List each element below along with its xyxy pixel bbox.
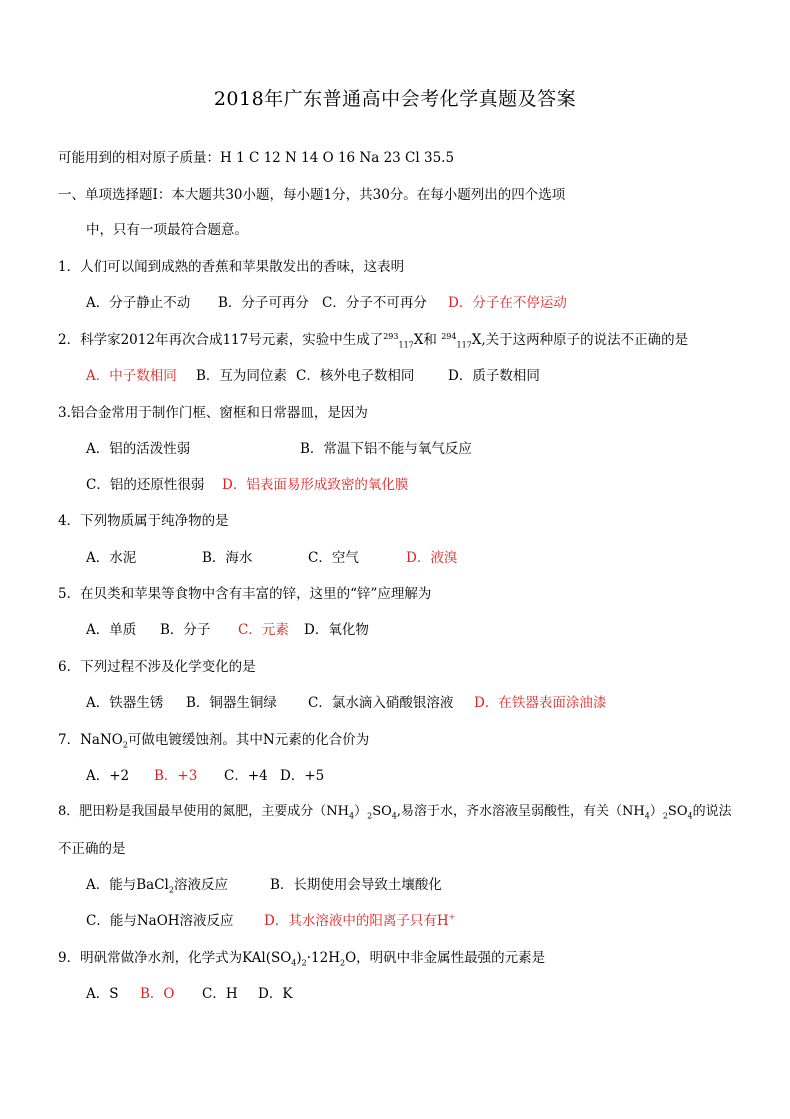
q5-option-d: D．氧化物 — [304, 622, 369, 638]
q2-option-d: D．质子数相同 — [448, 368, 540, 384]
question-7-stem — [58, 731, 369, 749]
q3-option-a: A．铝的活泼性弱 — [86, 441, 191, 457]
q6-option-b: B．铜器生铜绿 — [186, 695, 277, 711]
question-9-stem — [58, 949, 545, 967]
q8-stem-sub: 2 — [367, 811, 373, 821]
q9-stem-part-c: ·12H — [306, 950, 340, 966]
q8-stem-part: ） — [649, 804, 663, 819]
question-3-stem: 3.铝合金常用于制作门框、窗框和日常器皿，是因为 — [58, 405, 368, 421]
q5-option-a: A．单质 — [86, 622, 137, 638]
q7-option-c: C．+4 — [224, 768, 268, 784]
q9-option-b-answer: B．O — [140, 986, 175, 1002]
question-8-stem — [58, 803, 732, 821]
q6-option-d-answer: D．在铁器表面涂油漆 — [474, 695, 607, 711]
q7-option-a: A．+2 — [86, 768, 130, 784]
q4-option-a: A．水泥 — [86, 550, 137, 566]
q4-option-d-answer: D．液溴 — [406, 550, 458, 566]
question-1-stem: 1．人们可以闻到成熟的香蕉和苹果散发出的香味，这表明 — [58, 259, 405, 275]
q2-nuclide1-number: 117 — [398, 340, 414, 350]
q9-stem-part-d: O，明矾中非金属性最强的元素是 — [345, 950, 546, 966]
q1-option-c: C．分子不可再分 — [322, 295, 427, 311]
q7-stem-part-a: 7．NaNO — [58, 732, 123, 748]
q9-stem-part-a: 9．明矾常做净水剂，化学式为KAl(SO — [58, 950, 292, 966]
q8-stem-sub: 4 — [348, 811, 355, 821]
page-title: 2018年广东普通高中会考化学真题及答案 — [213, 88, 577, 110]
q4-option-b: B．海水 — [202, 550, 253, 566]
q2-stem-part-b: 关于这两种原子的说法不正确的是 — [485, 332, 689, 348]
q8-stem-part: ,易溶于水，齐水溶液呈弱酸性，有关（NH — [396, 804, 645, 819]
question-2-stem — [58, 331, 688, 349]
q1-option-b: B．分子可再分 — [218, 295, 309, 311]
q7-stem-part-b: 可做电镀缓蚀剂。其中N元素的化合价为 — [127, 732, 370, 748]
q9-stem-sub3: 2 — [340, 958, 346, 968]
q7-stem-subscript: 2 — [122, 740, 128, 750]
q8-stem-sub: 4 — [644, 811, 650, 821]
q8-option-c: C．能与NaOH溶液反应 — [86, 913, 234, 929]
q8-stem-part: SO — [667, 804, 688, 819]
q1-option-a: A．分子静止不动 — [86, 295, 191, 311]
q8-option-d-text: D．其水溶液中的阳离子只有H — [264, 913, 449, 929]
q2-option-a-answer: A．中子数相同 — [86, 368, 177, 384]
q8-stem-part: 的说法 — [692, 804, 732, 819]
q2-stem-part-a: 2．科学家2012年再次合成117号元素，实验中生成了 — [58, 332, 384, 348]
q5-option-b: B．分子 — [160, 622, 211, 638]
q2-option-b: B．互为同位素 — [196, 368, 287, 384]
q2-nuclide2-number: 117 — [456, 340, 472, 350]
q8-option-a-part: A．能与BaCl — [86, 877, 169, 893]
question-5-stem: 5．在贝类和苹果等食物中含有丰富的锌，这里的“锌”应理解为 — [58, 586, 432, 602]
question-6-stem: 6．下列过程不涉及化学变化的是 — [58, 659, 256, 675]
q2-nuclide2-mass: 294 — [441, 332, 457, 341]
q8-option-a — [86, 876, 228, 894]
q8-option-a-tail: 溶液反应 — [173, 877, 228, 893]
section-instructions-line1: 一、单项选择题Ⅰ：本大题共30小题，每小题1分，共30分。在每小题列出的四个选项 — [58, 187, 566, 203]
q2-option-c: C．核外电子数相同 — [296, 368, 415, 384]
q8-option-a-sub: 2 — [168, 885, 174, 895]
q8-stem-sub: 2 — [662, 811, 668, 821]
section-instructions-line2: 中，只有一项最符合题意。 — [86, 222, 248, 238]
q8-option-b: B．长期使用会导致土壤酸化 — [270, 877, 442, 893]
q9-option-c: C．H — [202, 986, 238, 1002]
q8-option-d-sup: + — [448, 912, 456, 922]
q8-stem-sub: 4 — [687, 811, 693, 821]
q8-stem-part: SO — [372, 804, 392, 819]
q8-stem-sub: 4 — [391, 811, 397, 821]
q1-option-d-answer: D．分子在不停运动 — [448, 295, 567, 311]
q3-option-c: C．铝的还原性很弱 — [86, 477, 205, 493]
q2-nuclide2-symbol: X, — [471, 332, 486, 348]
q8-stem-part: 8．肥田粉是我国最早使用的氮肥，主要成分（NH — [58, 804, 349, 819]
q7-option-d: D．+5 — [280, 768, 325, 784]
q9-stem-part-b: ) — [296, 950, 302, 966]
q2-nuclide1-symbol: X和 — [413, 332, 437, 348]
question-4-stem: 4．下列物质属于纯净物的是 — [58, 513, 229, 529]
q7-option-b-answer: B．+3 — [154, 768, 198, 784]
q2-nuclide1-mass: 293 — [383, 332, 399, 341]
q9-stem-sub1: 4 — [291, 958, 297, 968]
q3-option-b: B．常温下铝不能与氧气反应 — [300, 441, 472, 457]
q9-stem-sub2: 2 — [301, 958, 307, 968]
q6-option-c: C．氯水滴入硝酸银溶液 — [308, 695, 454, 711]
atomic-masses: 可能用到的相对原子质量：H 1 C 12 N 14 O 16 Na 23 Cl 35.5 — [58, 150, 455, 166]
q6-option-a: A．铁器生锈 — [86, 695, 164, 711]
q4-option-c: C．空气 — [308, 550, 359, 566]
q3-option-d-answer: D．铝表面易形成致密的氧化膜 — [222, 477, 409, 493]
question-8-stem-line2: 不正确的是 — [58, 841, 126, 857]
q8-option-d-answer — [264, 912, 455, 930]
q9-option-a: A．S — [86, 986, 119, 1002]
q5-option-c-answer: C．元素 — [238, 622, 289, 638]
q8-stem-part: ） — [354, 804, 368, 819]
q9-option-d: D．K — [258, 986, 293, 1002]
